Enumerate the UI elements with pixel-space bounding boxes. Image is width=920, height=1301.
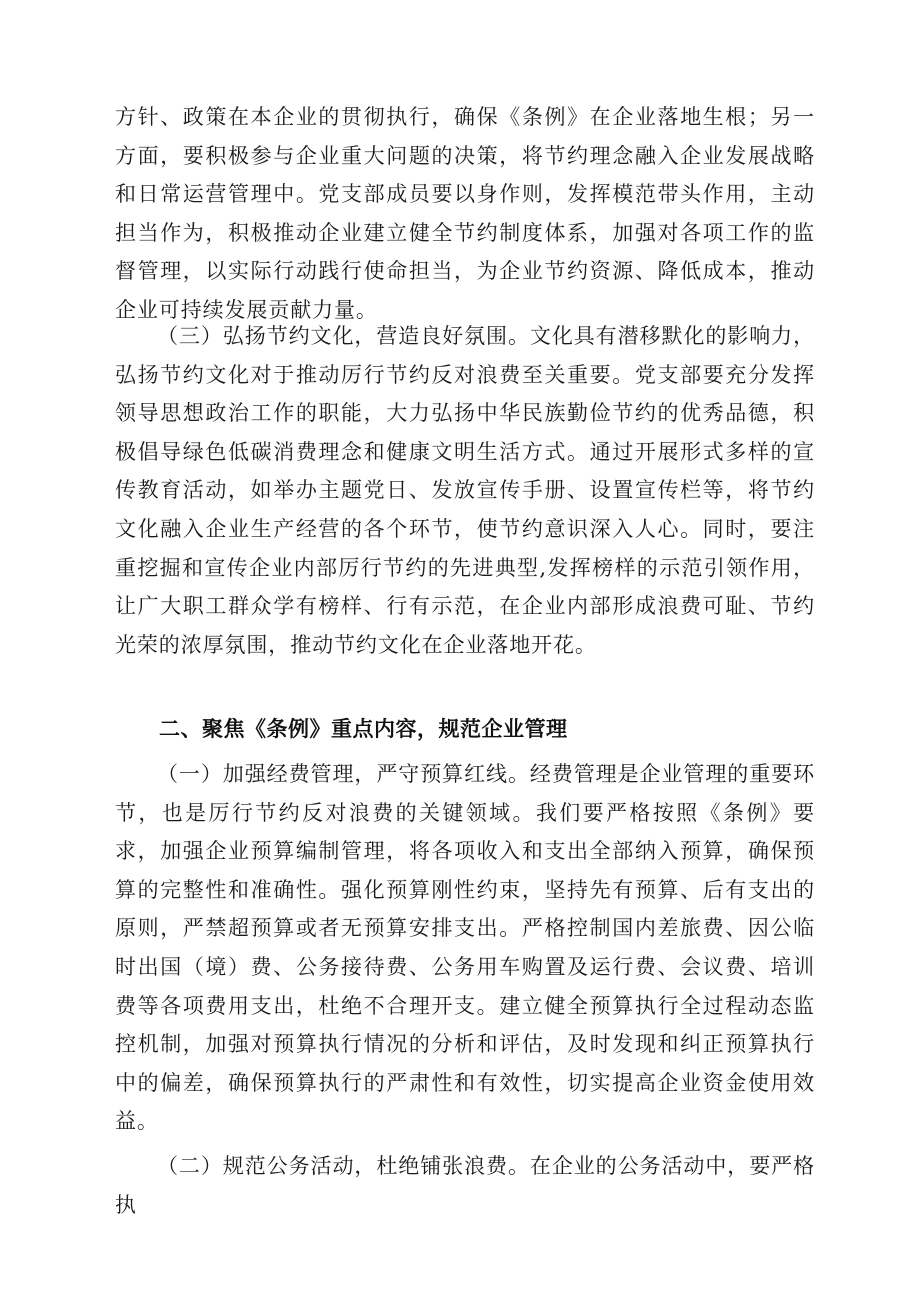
paragraph-section-3: （三）弘扬节约文化，营造良好氛围。文化具有潜移默化的影响力，弘扬节约文化对于推动厉行节约反对浪费至关重要。党支部要充分发挥领导思想政治工作的职能，大力弘扬中华民族勤俭节约的优秀品德，积极倡导绿色低碳消费理念和健康文明生活方式。通过开展形式多样的宣传教育活动，如举办主题党日、发放宣传手册、设置宣传栏等，将节约文化融入企业生产经营的各个环节，使节约意识深入人心。同时，要注重挖掘和宣传企业内部厉行节约的先进典型,发挥榜样的示范引领作用，让广大职工群众学有榜样、行有示范，在企业内部形成浪费可耻、节约光荣的浓厚氛围，推动节约文化在企业落地开花。 (115, 324, 815, 657)
section-heading-2: 二、聚焦《条例》重点内容，规范企业管理 (159, 717, 568, 741)
paragraph-subsection-2: （二）规范公务活动，杜绝铺张浪费。在企业的公务活动中，要严格执 (115, 1154, 815, 1217)
paragraph-subsection-1: （一）加强经费管理，严守预算红线。经费管理是企业管理的重要环节，也是厉行节约反对浪费的关键领域。我们要严格按照《条例》要求，加强企业预算编制管理，将各项收入和支出全部纳入预算，确保预算的完整性和准确性。强化预算刚性约束，坚持先有预算、后有支出的原则，严禁超预算或者无预算安排支出。严格控制国内差旅费、因公临时出国（境）费、公务接待费、公务用车购置及运行费、会议费、培训费等各项费用支出，杜绝不合理开支。建立健全预算执行全过程动态监控机制，加强对预算执行情况的分析和评估，及时发现和纠正预算执行中的偏差，确保预算执行的严肃性和有效性，切实提高企业资金使用效益。 (115, 762, 815, 1134)
paragraph-continuation: 方针、政策在本企业的贯彻执行，确保《条例》在企业落地生根；另一方面，要积极参与企业重大问题的决策，将节约理念融入企业发展战略和日常运营管理中。党支部成员要以身作则，发挥模范带头作用，主动担当作为，积极推动企业建立健全节约制度体系，加强对各项工作的监督管理，以实际行动践行使命担当，为企业节约资源、降低成本，推动企业可持续发展贡献力量。 (115, 105, 815, 322)
